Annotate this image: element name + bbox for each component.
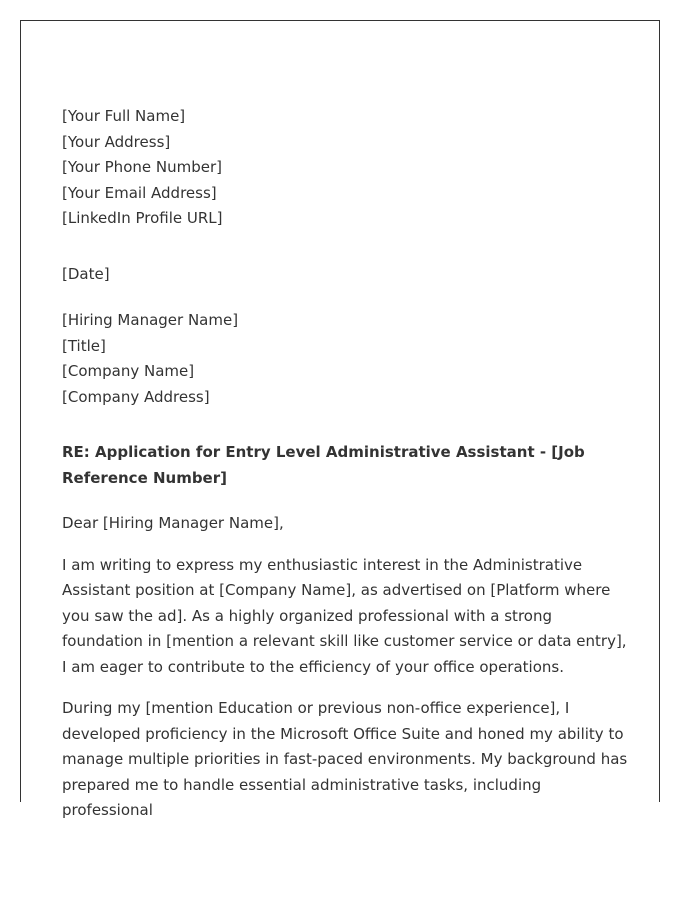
document-page [20,20,660,819]
sender-phone: [Your Phone Number] [62,158,222,176]
recipient-company-address: [Company Address] [62,387,210,406]
body-paragraph-2: During my [mention Education or previous non-office experience], I developed proficiency in the Microsoft Office Suite and honed my ability to manage multiple priorities in fast-paced environments. My background has prepared me to handle essential administrative tasks, including professional [62,699,628,819]
salutation: Dear [Hiring Manager Name], [62,514,284,532]
sender-name: [Your Full Name] [62,107,186,125]
date-block [62,262,632,288]
letter-date: [Date] [62,264,110,283]
recipient-block [62,308,632,410]
recipient-title: [Title] [62,336,106,355]
recipient-company: [Company Name] [62,362,195,380]
subject-line: RE: Application for Entry Level Administrative Assistant - [Job Reference Number] [62,443,585,487]
sender-block [62,104,632,232]
sender-linkedin: [LinkedIn Profile URL] [62,209,223,227]
cover-letter [62,104,632,824]
body-paragraph-1: I am writing to express my enthusiastic interest in the Administrative Assistant position at [Company Name], as advertised on [Platform where you saw the ad]. As a highly organized professional with a strong foundation in [mention a relevant skill like customer service or data entry], I am eager to contribute to the efficiency of your office operations. [62,555,627,676]
recipient-name: [Hiring Manager Name] [62,311,239,329]
sender-email: [Your Email Address] [62,183,217,202]
sender-address: [Your Address] [62,132,171,151]
